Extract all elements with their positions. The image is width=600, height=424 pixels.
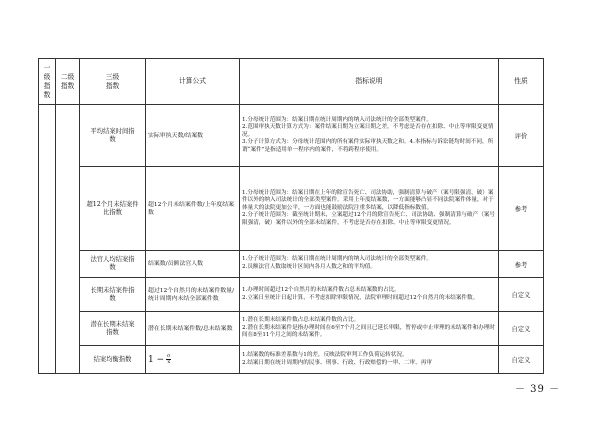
description-line: 1.分母统计范围为：结案日期在上年的除宣告死亡、司法协助，强制清算与破产（案号限强清，破）案件以外的纳入司法统计的全部类型案件。采用上年度结案数，一方面能够凸显不同法院案件体量，对于体量大的法院更加公平，一方面也能鼓励法院注重多结案，以降低指标数值。 xyxy=(242,189,494,211)
header-formula-text: 计算公式 xyxy=(178,77,207,85)
header-level2 xyxy=(56,59,80,105)
nature-text: 自定义 xyxy=(511,326,531,333)
indicator-name: 长期未结案件指数 xyxy=(90,286,135,302)
level2-cell xyxy=(56,105,80,374)
formula-text: 超12个月未结案件数/上年度结案数 xyxy=(148,201,235,216)
header-description xyxy=(240,59,499,105)
formula-cell xyxy=(146,167,240,251)
formula-text: 实际审执天数/结案数 xyxy=(148,132,204,139)
header-level1-text: 一级指数 xyxy=(43,63,51,99)
description-line: 1.办理时间超过12个自然月的未结案件数占总未结案数的占比。 xyxy=(242,286,400,293)
nature-text: 参考 xyxy=(514,206,528,213)
formula-cell xyxy=(146,105,240,167)
header-level3 xyxy=(80,59,146,105)
description-line: 2.潜在长期未结案件是指办理时间在6至7个月之间且已延长审限，暂停或中止审理的未结案件和办理时间在8至11个月之间的未结案件。 xyxy=(242,324,495,339)
nature-text: 参考 xyxy=(514,261,528,269)
description-line: 1.结案数的标准差系数与1的差，反映法院审判工作负荷运转状况。 xyxy=(242,351,408,358)
table-row xyxy=(39,278,544,312)
table-row xyxy=(39,312,544,346)
description-line: 2.分子统计范围为：截至统计期末，立案超过12个月的除宣告死亡、司法协助、强制清算与破产（案号限强清，破）案件以外的全部未结案件，不考虑是否存在扣除、中止等审限变更情况。 xyxy=(242,212,495,226)
formula-text: 结案数/员额法官人数 xyxy=(148,261,204,267)
formula-one: 1 − xyxy=(148,354,165,365)
description-line: 2.结案日期在统计周期内的民事、刑事、行政、行政赔偿的一审、二审、再审 xyxy=(242,359,432,366)
nature-cell xyxy=(499,346,544,374)
indicator-name-cell xyxy=(80,346,146,374)
indicator-table xyxy=(38,58,544,374)
table-row xyxy=(39,105,544,167)
description-line: 1.分子统计范围为：结案日期在统计周期内的纳入司法统计的全部类型案件。 xyxy=(242,256,432,263)
description-line: 3.分子计算方式为：分母统计范围内的所有案件实际审执天数之和。4.本指标与诉讼链均时间不同，所谓“案件”是指适用单一程序内的案件，不将跨程序使用。 xyxy=(242,139,494,153)
indicator-name-cell xyxy=(80,312,146,346)
indicator-name: 超12个月未结案件比指数 xyxy=(86,200,139,216)
description-line: 2.员额法官人数取统计区间内各月人数之和的平均值。 xyxy=(242,264,376,270)
formula-cell xyxy=(146,251,240,278)
formula-text: 潜在长期未结案件数/总未结案数 xyxy=(148,325,233,332)
table-row xyxy=(39,346,544,374)
description-cell xyxy=(240,251,499,278)
description-cell xyxy=(240,278,499,312)
page-number: － 39 － xyxy=(515,384,561,395)
formula-cell xyxy=(146,312,240,346)
indicator-name-cell xyxy=(80,278,146,312)
indicator-name: 潜在长期未结案指数 xyxy=(90,320,135,336)
level1-cell xyxy=(39,105,56,374)
formula-numerator: σ xyxy=(167,352,171,359)
indicator-name-cell xyxy=(80,167,146,251)
description-cell xyxy=(240,167,499,251)
table-row xyxy=(39,251,544,278)
table-row xyxy=(39,167,544,251)
description-cell xyxy=(240,346,499,374)
formula-cell xyxy=(146,346,240,374)
description-line: 1.分母统计范围为：结案日期在统计周期内的纳入司法统计的全部类型案件。 xyxy=(242,116,432,123)
formula-cell xyxy=(146,278,240,312)
header-level2-text: 二级指数 xyxy=(60,72,75,90)
nature-text: 自定义 xyxy=(511,292,531,299)
indicator-name: 结案均衡指数 xyxy=(93,355,132,363)
indicator-name-cell xyxy=(80,105,146,167)
header-nature xyxy=(499,59,544,105)
header-formula xyxy=(146,59,240,105)
description-line: 2.立案日至统计日起计算，不考虑扣除审限情况，法院审理时间超过12个自然月的未结案件数。 xyxy=(242,294,479,301)
description-line: 1.潜在长期未结案件数占总未结案件数的占比。 xyxy=(242,317,360,324)
header-nature-text: 性质 xyxy=(514,77,528,85)
description-cell xyxy=(240,105,499,167)
nature-text: 评价 xyxy=(514,133,528,140)
nature-cell xyxy=(499,251,544,278)
indicator-name: 平均结案时间指数 xyxy=(90,127,135,143)
description-line: 2.范围审执天数计算方式为：案件结案日期为立案日期之差，不考虑是否存在扣除、中止等审限变更情况。 xyxy=(242,124,494,138)
indicator-name: 法官人均结案指数 xyxy=(90,256,135,271)
header-description-text: 指标说明 xyxy=(355,77,383,85)
nature-cell xyxy=(499,105,544,167)
indicator-name-cell xyxy=(80,251,146,278)
nature-cell xyxy=(499,312,544,346)
nature-text: 自定义 xyxy=(511,357,531,364)
formula-denominator: x̄ xyxy=(167,359,171,365)
formula-fraction xyxy=(166,354,171,366)
header-level1 xyxy=(39,59,56,105)
description-cell xyxy=(240,312,499,346)
nature-cell xyxy=(499,278,544,312)
formula-text: 超过12个自然月的未结案件数量/统计周期内未结全部案件数 xyxy=(148,287,235,302)
nature-cell xyxy=(499,167,544,251)
table-header-row xyxy=(39,59,544,105)
header-level3-text: 三级指数 xyxy=(105,72,120,90)
